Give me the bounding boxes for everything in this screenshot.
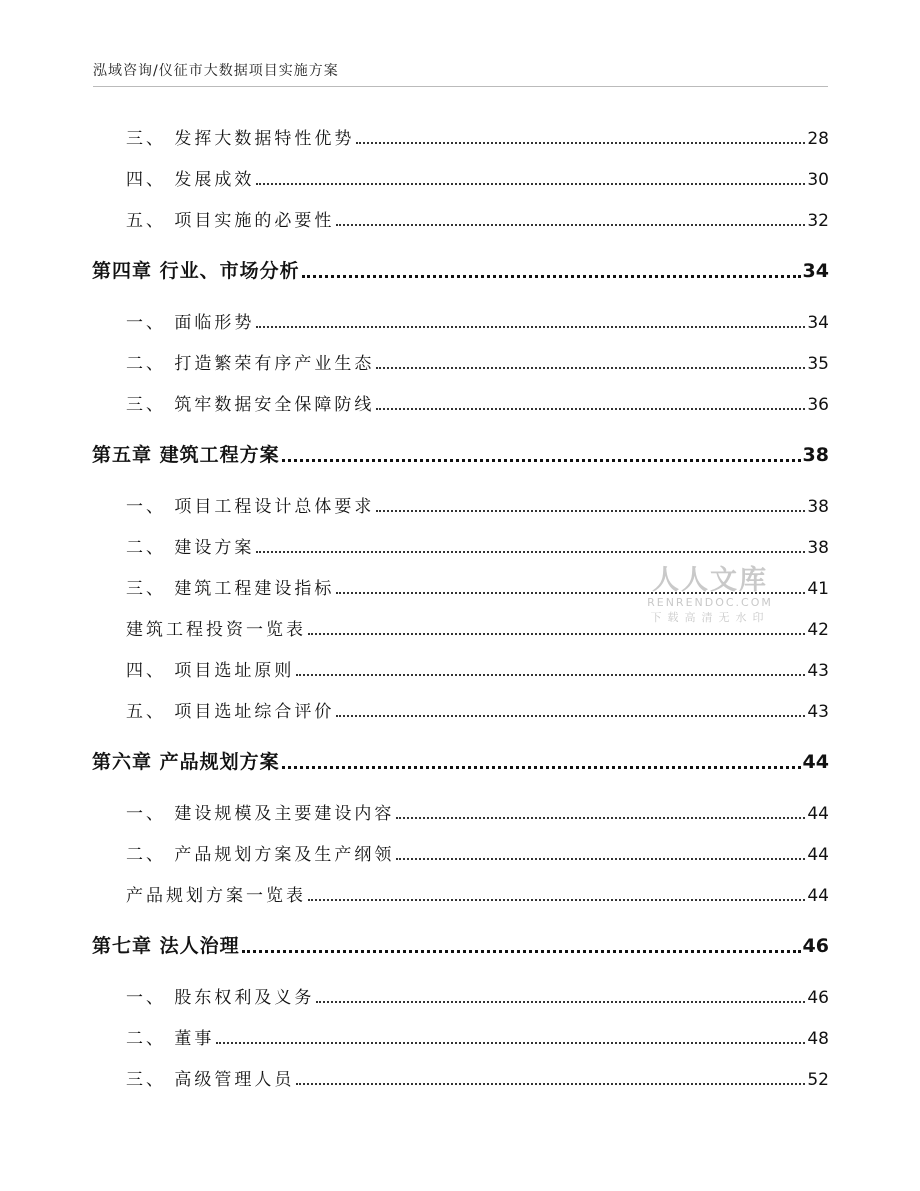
toc-entry-label: 二、 产品规划方案及生产纲领	[126, 845, 395, 865]
toc-entry[interactable]	[126, 390, 829, 415]
toc-entry-page: 43	[807, 702, 829, 722]
toc-entry-page: 48	[807, 1029, 829, 1049]
toc-entry-label: 二、 建设方案	[126, 538, 255, 558]
toc-entry[interactable]	[126, 492, 829, 517]
toc-chapter-label: 第五章 建筑工程方案	[92, 444, 280, 466]
watermark	[645, 566, 775, 626]
watermark-domain: RENRENDOC.COM	[647, 596, 773, 609]
toc-entry-label: 一、 建设规模及主要建设内容	[126, 804, 395, 824]
toc-entry-page: 38	[807, 497, 829, 517]
toc-entry[interactable]	[126, 697, 829, 722]
toc-chapter-page: 38	[802, 444, 829, 466]
toc-entry-page: 43	[807, 661, 829, 681]
toc-entry[interactable]	[126, 1024, 829, 1049]
watermark-title: 人人文库	[652, 565, 768, 596]
toc-leader-dots	[376, 510, 805, 512]
toc-entry-label: 三、 高级管理人员	[126, 1070, 295, 1090]
toc-entry[interactable]	[126, 799, 829, 824]
toc-entry-page: 35	[807, 354, 829, 374]
toc-entry-label: 二、 打造繁荣有序产业生态	[126, 354, 375, 374]
toc-leader-dots	[256, 326, 805, 328]
toc-entry-label: 一、 股东权利及义务	[126, 988, 315, 1008]
toc-entry[interactable]	[126, 124, 829, 149]
toc-leader-dots	[256, 551, 805, 553]
toc-entry[interactable]	[126, 349, 829, 374]
toc-entry-label: 三、 筑牢数据安全保障防线	[126, 395, 375, 415]
toc-entry-label: 四、 发展成效	[126, 170, 255, 190]
toc-entry-page: 44	[807, 886, 829, 906]
toc-entry-page: 34	[807, 313, 829, 333]
toc-entry-label: 五、 项目选址综合评价	[126, 702, 335, 722]
toc-entry-page: 44	[807, 804, 829, 824]
toc-entry-label: 五、 项目实施的必要性	[126, 211, 335, 231]
toc-leader-dots	[296, 674, 805, 676]
toc-leader-dots	[296, 1083, 805, 1085]
toc-leader-dots	[242, 950, 801, 953]
toc-chapter-entry[interactable]	[92, 931, 829, 958]
toc-leader-dots	[356, 142, 805, 144]
toc-entry-page: 42	[807, 620, 829, 640]
toc-entry-label: 建筑工程投资一览表	[126, 620, 306, 640]
toc-entry-page: 52	[807, 1070, 829, 1090]
toc-leader-dots	[308, 633, 805, 635]
toc-entry-page: 44	[807, 845, 829, 865]
toc-chapter-entry[interactable]	[92, 747, 829, 774]
toc-leader-dots	[216, 1042, 805, 1044]
toc-entry-page: 30	[807, 170, 829, 190]
toc-entry-page: 38	[807, 538, 829, 558]
toc-chapter-page: 46	[802, 935, 829, 957]
toc-entry[interactable]	[126, 533, 829, 558]
toc-entry[interactable]	[126, 656, 829, 681]
toc-entry[interactable]	[126, 840, 829, 865]
watermark-tagline: 下载高清无水印	[650, 611, 770, 624]
toc-chapter-entry[interactable]	[92, 256, 829, 283]
toc-leader-dots	[396, 817, 805, 819]
toc-entry-label: 四、 项目选址原则	[126, 661, 295, 681]
toc-entry[interactable]	[126, 983, 829, 1008]
toc-entry[interactable]	[126, 165, 829, 190]
toc-entry[interactable]	[126, 1065, 829, 1090]
toc-chapter-label: 第六章 产品规划方案	[92, 751, 280, 773]
toc-leader-dots	[376, 367, 805, 369]
page-header: 泓域咨询/仪征市大数据项目实施方案	[93, 60, 828, 87]
toc-entry-page: 32	[807, 211, 829, 231]
toc-leader-dots	[302, 275, 801, 278]
toc-leader-dots	[282, 459, 801, 462]
toc-entry-label: 一、 项目工程设计总体要求	[126, 497, 375, 517]
toc-leader-dots	[376, 408, 805, 410]
toc-entry[interactable]	[126, 881, 829, 906]
toc-entry-page: 36	[807, 395, 829, 415]
toc-leader-dots	[336, 715, 805, 717]
toc-entry-label: 三、 建筑工程建设指标	[126, 579, 335, 599]
toc-entry[interactable]	[126, 308, 829, 333]
toc-leader-dots	[336, 224, 805, 226]
toc-leader-dots	[256, 183, 805, 185]
toc-entry-label: 三、 发挥大数据特性优势	[126, 129, 355, 149]
toc-leader-dots	[396, 858, 805, 860]
toc-leader-dots	[316, 1001, 805, 1003]
toc-entry-page: 28	[807, 129, 829, 149]
toc-chapter-page: 44	[802, 751, 829, 773]
toc-entry-page: 46	[807, 988, 829, 1008]
toc-entry-label: 二、 董事	[126, 1029, 215, 1049]
toc-entry-label: 一、 面临形势	[126, 313, 255, 333]
toc-entry-label: 产品规划方案一览表	[126, 886, 306, 906]
toc-leader-dots	[282, 766, 801, 769]
toc-entry-page: 41	[807, 579, 829, 599]
toc-chapter-label: 第七章 法人治理	[92, 935, 240, 957]
toc-leader-dots	[308, 899, 805, 901]
toc-chapter-label: 第四章 行业、市场分析	[92, 260, 300, 282]
toc-chapter-page: 34	[802, 260, 829, 282]
toc-entry[interactable]	[126, 206, 829, 231]
toc-chapter-entry[interactable]	[92, 440, 829, 467]
